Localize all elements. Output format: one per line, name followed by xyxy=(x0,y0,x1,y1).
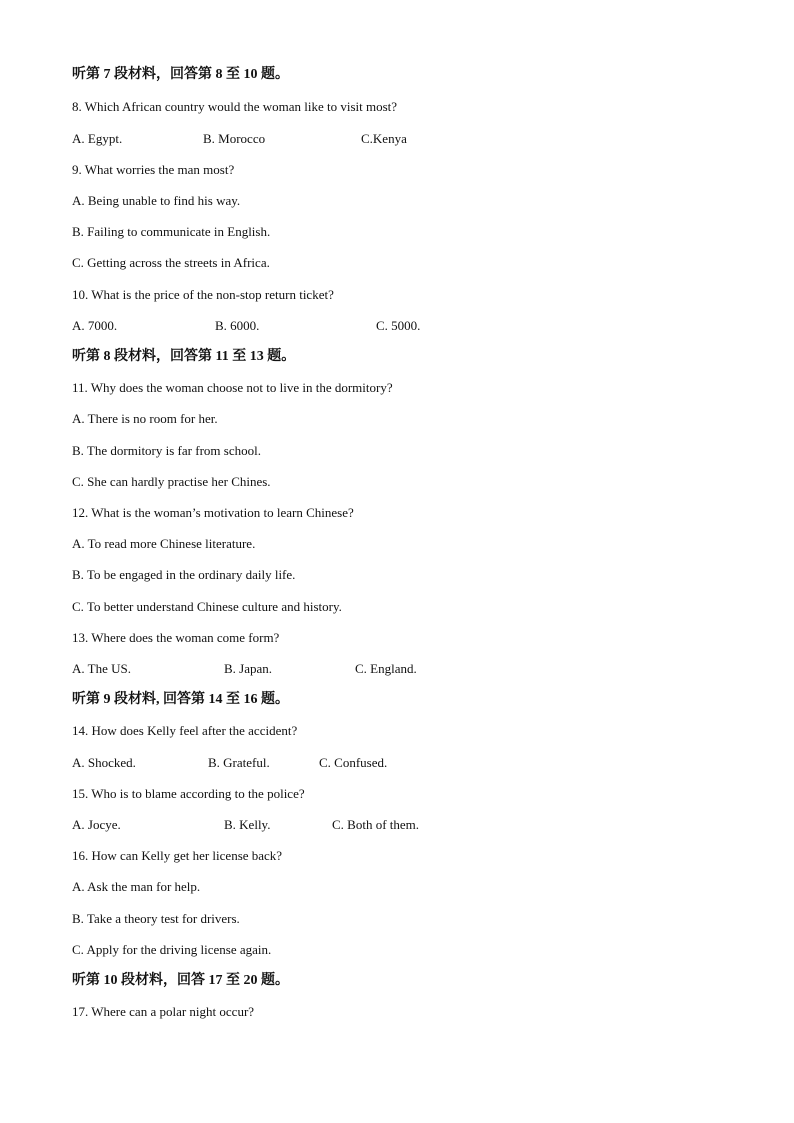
option-a: A. Ask the man for help. xyxy=(72,879,201,894)
option-a: A. 7000. xyxy=(72,318,118,333)
option-a: A. To read more Chinese literature. xyxy=(72,536,256,551)
option-a: A. The US. xyxy=(72,661,131,676)
option-b: B. To be engaged in the ordinary daily life. xyxy=(72,567,296,582)
option-row xyxy=(72,318,592,334)
question-stem: 11. Why does the woman choose not to live in the dormitory? xyxy=(72,380,393,395)
option-c: C. To better understand Chinese culture and history. xyxy=(72,599,342,614)
question-stem: 16. How can Kelly get her license back? xyxy=(72,848,283,863)
option-c: C. England. xyxy=(355,661,417,676)
option-row xyxy=(72,661,592,677)
question-stem: 15. Who is to blame according to the police? xyxy=(72,786,305,801)
option-c: C. Apply for the driving license again. xyxy=(72,942,272,957)
option-a: A. There is no room for her. xyxy=(72,411,218,426)
option-c: C. Both of them. xyxy=(332,817,420,832)
question-stem: 9. What worries the man most? xyxy=(72,162,235,177)
option-b: B. Take a theory test for drivers. xyxy=(72,911,240,926)
option-a: A. Egypt. xyxy=(72,131,123,146)
question-stem: 13. Where does the woman come form? xyxy=(72,630,280,645)
section-heading: 听第 8 段材料，回答第 11 至 13 题。 xyxy=(72,349,296,364)
option-row xyxy=(72,755,592,771)
option-b: B. Failing to communicate in English. xyxy=(72,224,271,239)
option-a: A. Being unable to find his way. xyxy=(72,193,241,208)
option-b: B. 6000. xyxy=(215,318,260,333)
question-stem: 12. What is the woman’s motivation to learn Chinese? xyxy=(72,505,354,520)
section-heading: 听第 10 段材料，回答 17 至 20 题。 xyxy=(72,973,289,988)
option-row xyxy=(72,817,592,833)
question-stem: 17. Where can a polar night occur? xyxy=(72,1004,255,1019)
option-row xyxy=(72,131,592,147)
question-stem: 8. Which African country would the woman like to visit most? xyxy=(72,99,398,114)
option-a: A. Jocye. xyxy=(72,817,121,832)
question-stem: 14. How does Kelly feel after the accident? xyxy=(72,723,298,738)
question-stem: 10. What is the price of the non-stop return ticket? xyxy=(72,287,334,302)
option-b: B. Kelly. xyxy=(224,817,271,832)
option-c: C.Kenya xyxy=(361,131,407,146)
option-c: C. 5000. xyxy=(376,318,421,333)
option-b: B. The dormitory is far from school. xyxy=(72,443,261,458)
section-heading: 听第 9 段材料, 回答第 14 至 16 题。 xyxy=(72,692,289,707)
option-c: C. Getting across the streets in Africa. xyxy=(72,255,270,270)
section-heading: 听第 7 段材料，回答第 8 至 10 题。 xyxy=(72,67,289,82)
option-a: A. Shocked. xyxy=(72,755,136,770)
option-c: C. Confused. xyxy=(319,755,388,770)
option-b: B. Grateful. xyxy=(208,755,270,770)
option-b: B. Morocco xyxy=(203,131,266,146)
option-b: B. Japan. xyxy=(224,661,273,676)
option-c: C. She can hardly practise her Chines. xyxy=(72,474,271,489)
